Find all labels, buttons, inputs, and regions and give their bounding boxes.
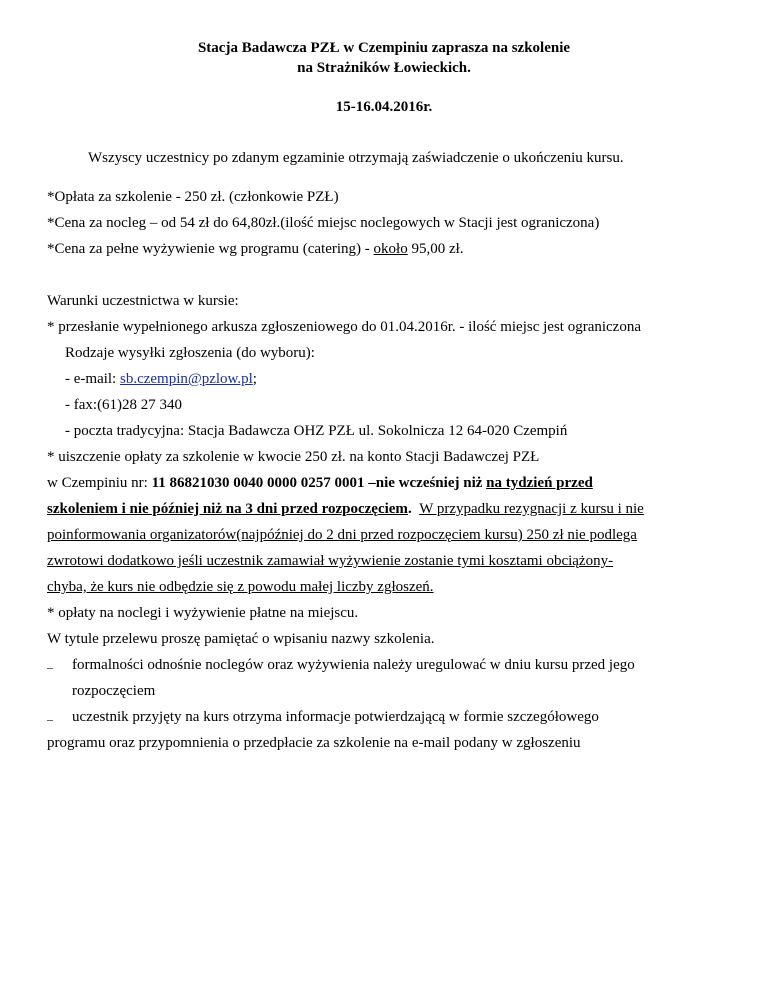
food-suffix: 95,00 zł. (407, 241, 464, 257)
bullet-dash-2: – (47, 712, 53, 726)
condition-item-1: * przesłanie wypełnionego arkusza zgłoszeniowego do 01.04.2016r. - ilość miejsc jest ograniczona (47, 319, 641, 335)
lodging-line: *Cena za nocleg – od 54 zł do 64,80zł.(ilość miejsc noclegowych w Stacji jest ograniczona) (47, 215, 600, 231)
resignation-text-3: zwrotowi dodatkowo jeśli uczestnik zamawiał wyżywienie zostanie tymi kosztami obciążony- (47, 553, 614, 569)
resignation-text-4: chyba, że kurs nie odbędzie się z powodu małej liczby zgłoszeń. (47, 579, 434, 595)
event-date: 15-16.04.2016r. (335, 99, 433, 115)
resignation-text-2: poinformowania organizatorów(najpóźniej do 2 dni przed rozpoczęciem kursu) 250 zł nie podlega (47, 527, 637, 543)
bullet-2-line-2: programu oraz przypomnienia o przedpłacie za szkolenie na e-mail podany w zgłoszeniu (47, 735, 581, 751)
fax-line: - fax:(61)28 27 340 (65, 397, 183, 413)
transfer-note: W tytule przelewu proszę pamiętać o wpisaniu nazwy szkolenia. (47, 631, 435, 647)
food-prefix: *Cena za pełne wyżywienie wg programu (catering) - (47, 241, 374, 257)
account-line (47, 475, 593, 492)
account-prefix: w Czempiniu nr: (47, 475, 152, 491)
bullet-1-line-1: formalności odnośnie noclegów oraz wyżywienia należy uregulować w dniu kursu przed jego (72, 657, 635, 673)
email-line (65, 371, 257, 388)
bullet-2-line-1: uczestnik przyjęty na kurs otrzyma informacje potwierdzającą w formie szczegółowego (72, 709, 599, 725)
bullet-1-line-2: rozpoczęciem (72, 683, 156, 699)
bullet-dash-1: – (47, 660, 53, 674)
fee-line: *Opłata za szkolenie - 250 zł. (członkowie PZŁ) (47, 189, 339, 205)
deadline-text: szkoleniem i nie później niż na 3 dni przed rozpoczęciem (47, 501, 408, 517)
account-number: 11 86821030 0040 0000 0257 0001 –nie wcześniej niż (151, 475, 487, 491)
account-deadline: na tydzień przed (486, 475, 593, 491)
intro-text: Wszyscy uczestnicy po zdanym egzaminie otrzymają zaświadczenie o ukończeniu kursu. (88, 150, 624, 166)
email-suffix: ; (252, 371, 257, 387)
conditions-heading: Warunki uczestnictwa w kursie: (47, 293, 239, 309)
food-about: około (373, 241, 408, 257)
title-line-1: Stacja Badawcza PZŁ w Czempiniu zaprasza na szkolenie (197, 40, 571, 56)
deadline-period: . (407, 501, 412, 517)
post-line: - poczta tradycyjna: Stacja Badawcza OHZ PZŁ ul. Sokolnicza 12 64-020 Czempiń (65, 423, 568, 439)
title-line-2: na Strażników Łowieckich. (297, 60, 471, 76)
email-link[interactable]: sb.czempin@pzlow.pl (119, 371, 253, 387)
sending-types: Rodzaje wysyłki zgłoszenia (do wyboru): (65, 345, 315, 361)
food-line (47, 241, 464, 258)
condition-item-2: * uiszczenie opłaty za szkolenie w kwocie 250 zł. na konto Stacji Badawczej PZŁ (47, 449, 540, 465)
condition-item-3: * opłaty na noclegi i wyżywienie płatne na miejscu. (47, 605, 359, 621)
deadline-line (47, 501, 644, 518)
email-prefix: - e-mail: (65, 371, 120, 387)
resignation-text-1: W przypadku rezygnacji z kursu i nie (419, 501, 644, 517)
